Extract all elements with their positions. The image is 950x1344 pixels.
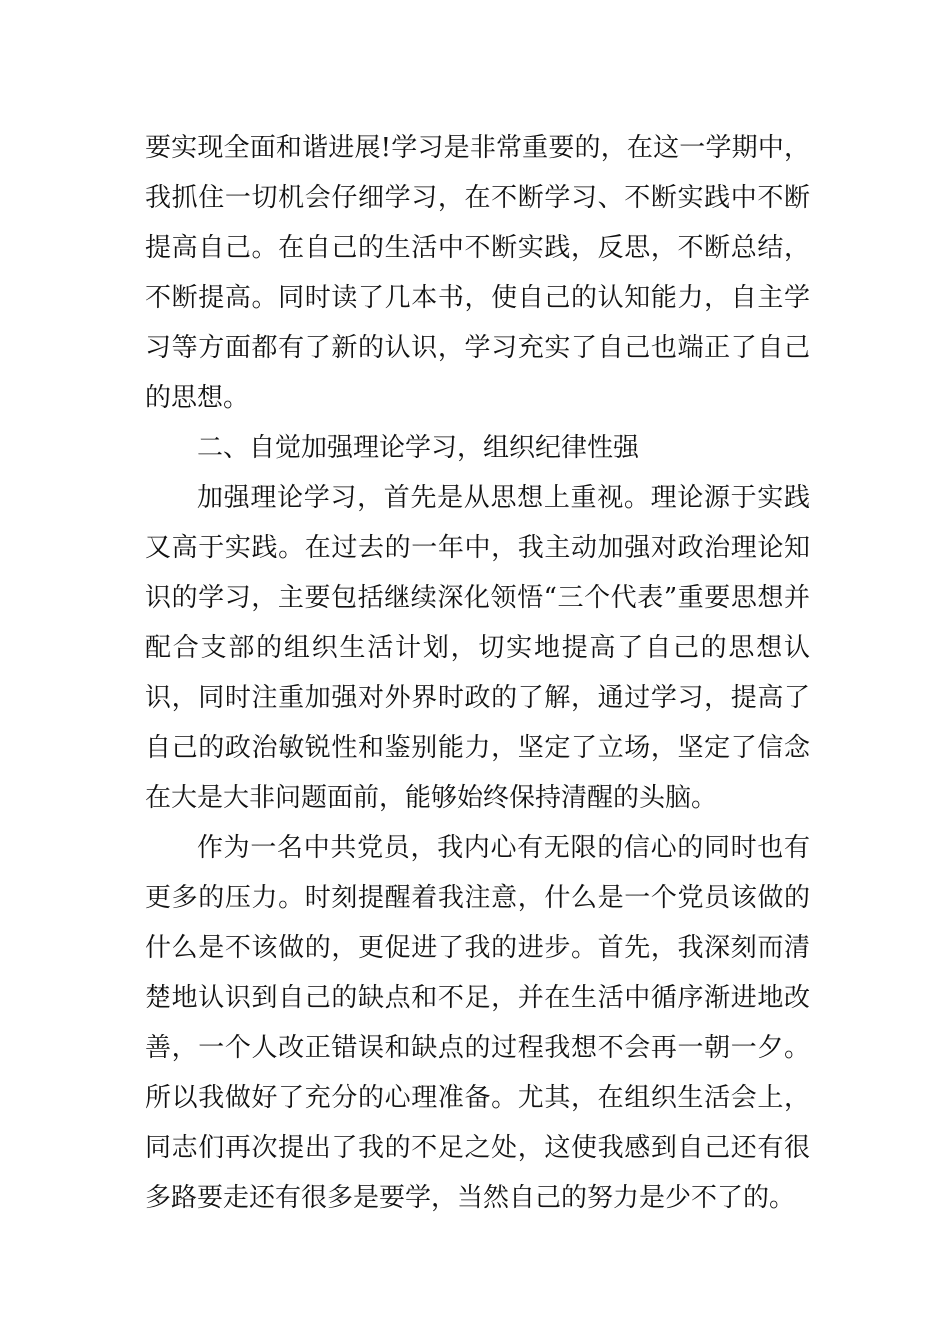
section-heading: 二、自觉加强理论学习，组织纪律性强 bbox=[197, 433, 640, 463]
paragraph-continuation: 要实现全面和谐进展!学习是非常重要的，在这一学期中，我抓住一切机会仔细学习，在不断学习、不断实践中不断提高自己。在自己的生活中不断实践，反思，不断总结，不断提高。同时读了几本书，使自己的认知能力，自主学习等方面都有了新的认识，学习充实了自己也端正了自己的思想。 bbox=[145, 133, 810, 413]
paragraph-party-member: 作为一名中共党员，我内心有无限的信心的同时也有更多的压力。时刻提醒着我注意，什么是一个党员该做的什么是不该做的，更促进了我的进步。首先，我深刻而清楚地认识到自己的缺点和不足，并在生活中循序渐进地改善，一个人改正错误和缺点的过程我想不会再一朝一夕。所以我做好了充分的心理准备。尤其，在组织生活会上，同志们再次提出了我的不足之处，这使我感到自己还有很多路要走还有很多是要学，当然自己的努力是少不了的。 bbox=[145, 833, 810, 1213]
document-body bbox=[145, 123, 810, 1223]
paragraph-theory-study: 加强理论学习，首先是从思想上重视。理论源于实践又高于实践。在过去的一年中，我主动加强对政治理论知识的学习，主要包括继续深化领悟“三个代表”重要思想并配合支部的组织生活计划，切实地提高了自己的思想认识，同时注重加强对外界时政的了解，通过学习，提高了自己的政治敏锐性和鉴别能力，坚定了立场，坚定了信念在大是大非问题面前，能够始终保持清醒的头脑。 bbox=[145, 483, 810, 813]
